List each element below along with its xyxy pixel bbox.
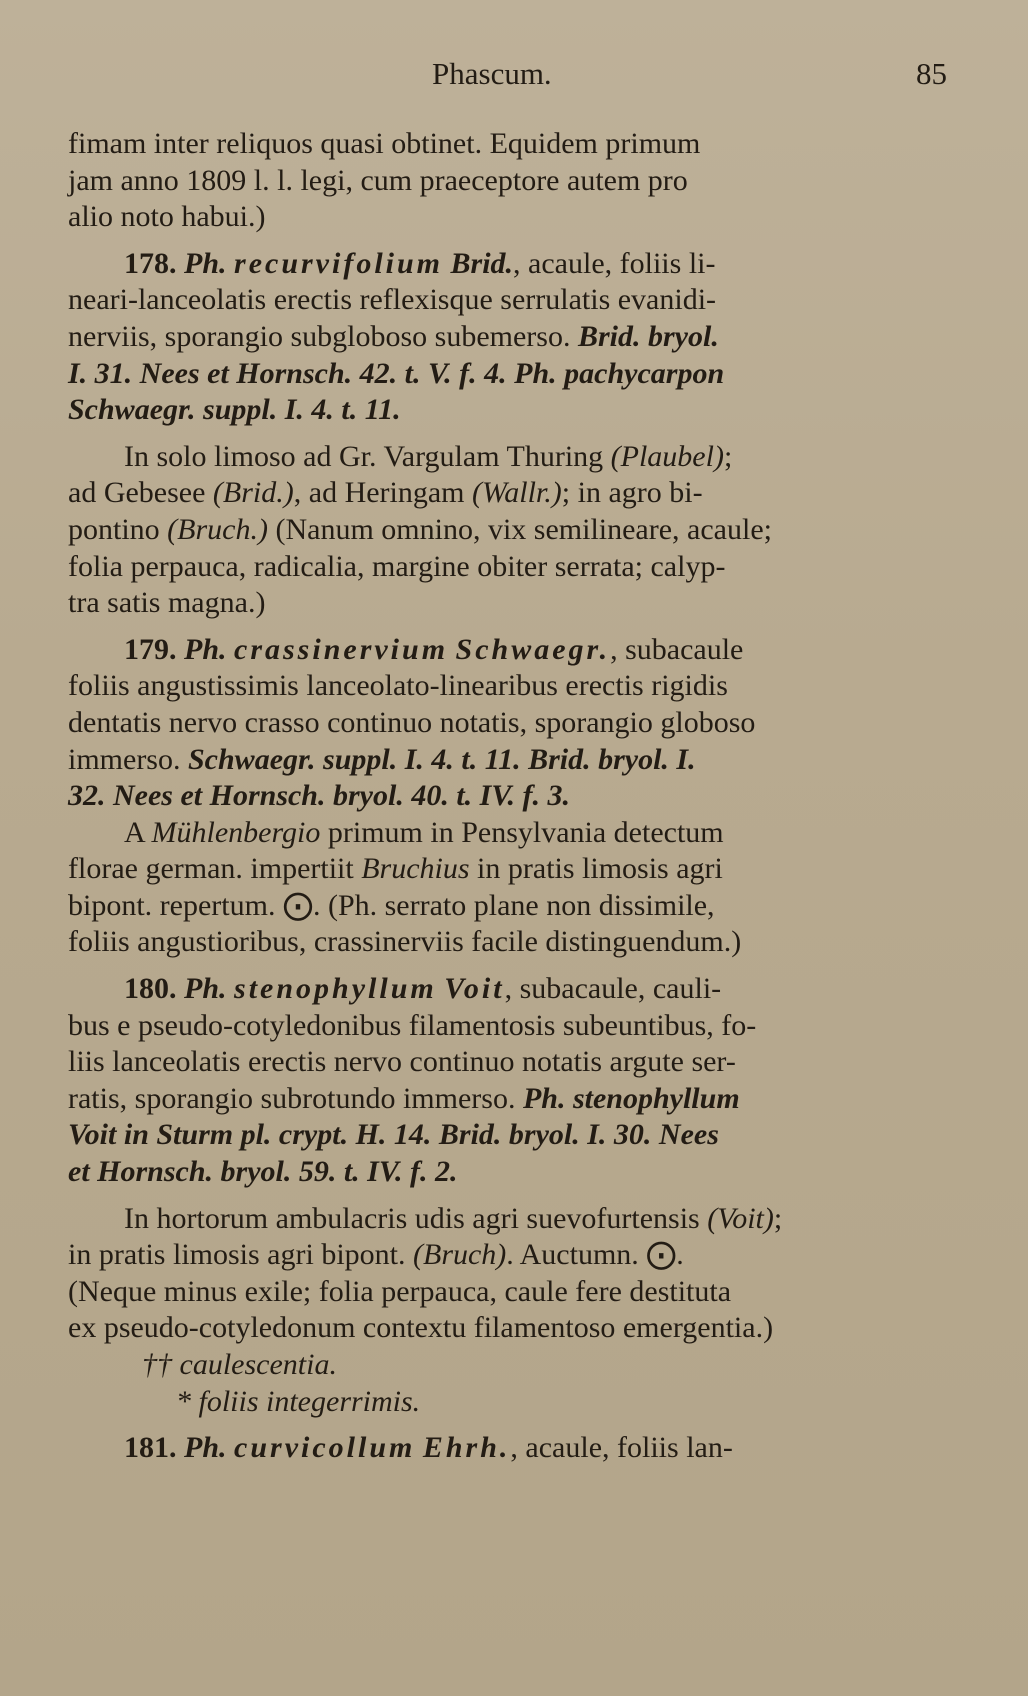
citation-line: I. 31. Nees et Hornsch. 42. t. V. f. 4. Ph. pachycarpon <box>68 356 725 390</box>
text-line: bipont. repertum. ⨀. (Ph. serrato plane non dissimile, <box>68 888 715 922</box>
text-line: tra satis magna.) <box>68 586 266 620</box>
genus-abbrev: Ph. <box>184 632 227 666</box>
text-span: pontino <box>68 512 160 546</box>
text-line: (Neque minus exile; folia perpauca, caule fere destituta <box>68 1274 732 1308</box>
text-span: . Auctumn. ⨀. <box>506 1238 684 1272</box>
text-line <box>68 319 960 356</box>
species-entry-179 <box>68 632 960 669</box>
habitat-note <box>68 815 960 852</box>
description: , subacaule <box>610 632 744 666</box>
text-line: liis lanceolatis erectis nervo continuo notatis argute ser- <box>68 1045 736 1079</box>
text-span: in pratis limosis agri bipont. <box>68 1238 406 1272</box>
person-name: Mühlenbergio <box>151 815 321 849</box>
entry-number: 179. <box>124 632 177 666</box>
description: , subacaule, cauli- <box>504 972 722 1006</box>
collector: (Bruch) <box>413 1238 507 1272</box>
text-line <box>68 1237 960 1274</box>
text-span: immerso. <box>68 742 181 776</box>
text-span: in pratis limosis agri <box>477 852 723 886</box>
text-line: neari-lanceolatis erectis reflexisque serrulatis evanidi- <box>68 283 717 317</box>
page-header <box>0 56 1028 102</box>
collector: (Bruch.) <box>167 512 268 546</box>
text-line: fimam inter reliquos quasi obtinet. Equidem primum <box>68 127 701 160</box>
citation-line: 32. Nees et Hornsch. bryol. 40. t. IV. f. 3. <box>68 779 570 813</box>
collector: (Voit) <box>707 1201 774 1235</box>
text-line <box>68 512 960 549</box>
author-name: Ehrh. <box>422 1431 511 1465</box>
citation: Brid. bryol. <box>577 319 719 353</box>
subsection-heading: * foliis integerrimis. <box>176 1384 421 1418</box>
species-name: curvicollum <box>234 1431 416 1465</box>
text-span: ; <box>773 1201 783 1235</box>
species-entry-180 <box>68 971 960 1008</box>
author-name: Schwaegr. <box>455 632 611 666</box>
text-line: dentatis nervo crasso continuo notatis, sporangio globoso <box>68 705 756 739</box>
species-name: crassinervium <box>234 632 449 666</box>
entry-number: 180. <box>124 972 177 1006</box>
species-entry-178 <box>68 246 960 283</box>
text-span: ; in agro bi- <box>561 476 703 510</box>
species-entry-181 <box>68 1430 960 1467</box>
text-span: In solo limoso ad Gr. Vargulam Thuring <box>124 439 604 473</box>
habitat-note <box>68 1201 960 1238</box>
text-span: florae german. impertiit <box>68 852 354 886</box>
text-line: foliis angustissimis lanceolato-linearibus erectis rigidis <box>68 669 728 703</box>
description: , acaule, foliis lan- <box>510 1431 733 1465</box>
entry-number: 178. <box>124 246 177 280</box>
author-name: Brid. <box>450 246 514 280</box>
text-line: jam anno 1809 l. l. legi, cum praeceptore autem pro <box>68 163 688 197</box>
citation-line: Voit in Sturm pl. crypt. H. 14. Brid. bryol. I. 30. Nees <box>68 1118 719 1152</box>
text-span: (Nanum omnino, vix semilineare, acaule; <box>275 512 772 546</box>
text-span: primum in Pensylvania detectum <box>327 815 724 849</box>
text-span: nerviis, sporangio subgloboso subemerso. <box>68 319 571 353</box>
citation: Schwaegr. suppl. I. 4. t. 11. Brid. bryol. I. <box>188 742 696 776</box>
description: , acaule, foliis li- <box>513 246 716 280</box>
page-number: 85 <box>916 56 947 91</box>
genus-abbrev: Ph. <box>184 246 227 280</box>
person-name: Bruchius <box>361 852 470 886</box>
species-name: stenophyllum <box>234 972 437 1006</box>
citation: Ph. stenophyllum <box>522 1081 740 1115</box>
text-span: A <box>124 815 145 849</box>
text-line <box>68 1081 960 1118</box>
text-span: ad Gebesee <box>68 476 206 510</box>
genus-abbrev: Ph. <box>184 972 227 1006</box>
text-span: ; <box>723 439 733 473</box>
text-line <box>68 851 960 888</box>
text-span: ratis, sporangio subrotundo immerso. <box>68 1081 516 1115</box>
citation-line: et Hornsch. bryol. 59. t. IV. f. 2. <box>68 1155 458 1189</box>
text-span: In hortorum ambulacris udis agri suevofurtensis <box>124 1201 700 1235</box>
collector: (Brid.) <box>212 476 294 510</box>
running-title: Phascum. <box>432 56 552 91</box>
text-line: foliis angustioribus, crassinerviis facile distinguendum.) <box>68 925 742 959</box>
collector: (Wallr.) <box>472 476 562 510</box>
text-line: alio noto habui.) <box>68 200 266 234</box>
collector: (Plaubel) <box>610 439 724 473</box>
section-heading: †† caulescentia. <box>142 1348 337 1381</box>
citation-line: Schwaegr. suppl. I. 4. t. 11. <box>68 393 401 427</box>
genus-abbrev: Ph. <box>184 1431 227 1465</box>
text-line <box>68 742 960 779</box>
author-name: Voit <box>444 972 505 1006</box>
species-name: recurvifolium <box>234 246 444 280</box>
text-line <box>68 475 960 512</box>
entry-number: 181. <box>124 1431 177 1465</box>
body-text <box>68 126 960 1467</box>
text-line: ex pseudo-cotyledonum contextu filamentoso emergentia.) <box>68 1311 774 1345</box>
text-line: bus e pseudo-cotyledonibus filamentosis subeuntibus, fo- <box>68 1008 757 1042</box>
habitat-note <box>68 439 960 476</box>
text-line: folia perpauca, radicalia, margine obiter serrata; calyp- <box>68 549 726 583</box>
text-span: , ad Heringam <box>293 476 465 510</box>
